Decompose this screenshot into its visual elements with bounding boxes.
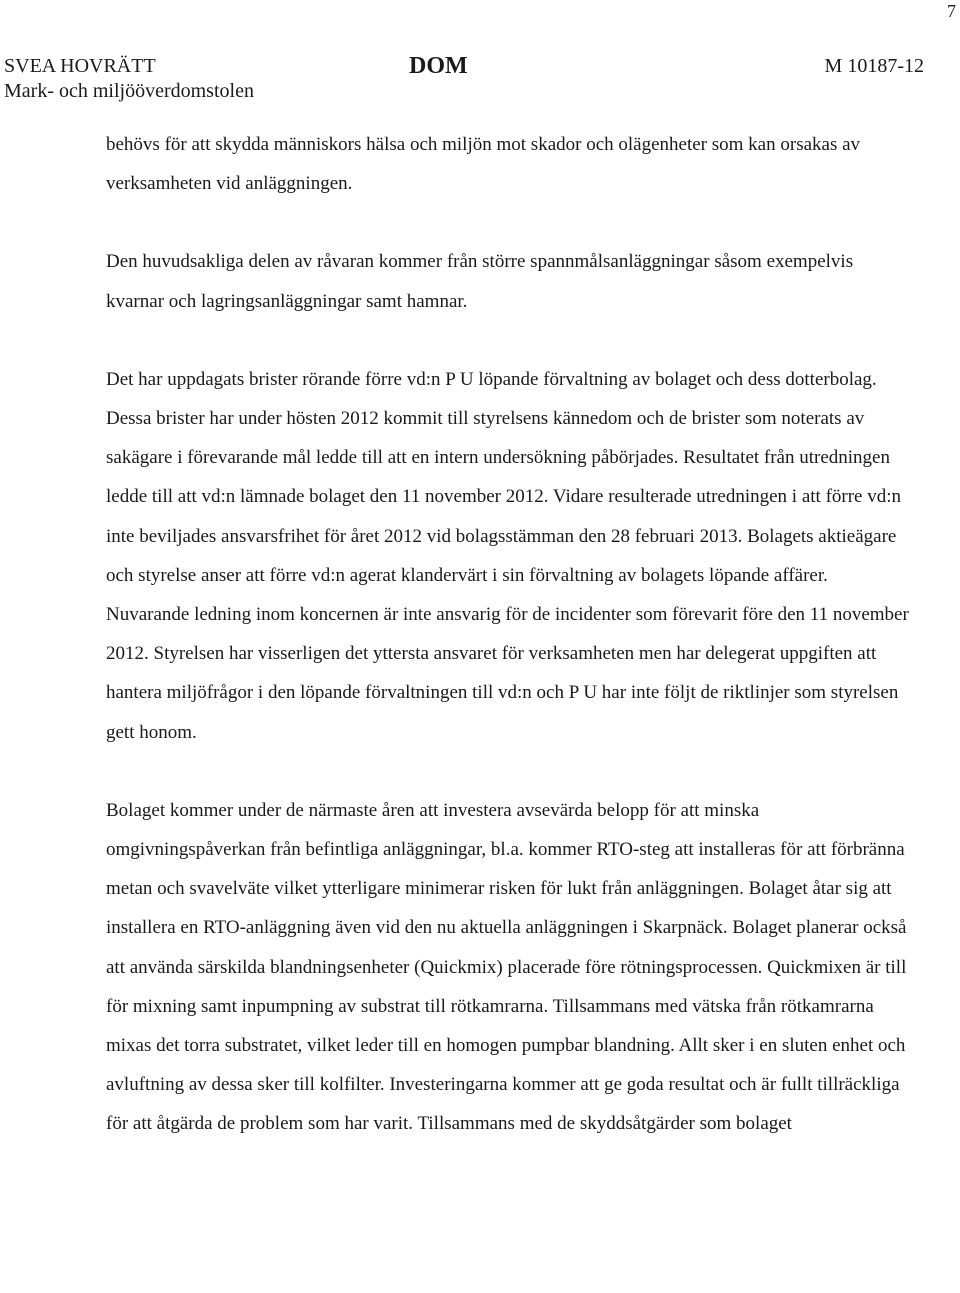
paragraph-4: Bolaget kommer under de närmaste åren att investera avsevärda belopp för att minska omgivningspåverkan från befintliga anläggningar, bl.a. kommer RTO-steg att installeras för att förbränna metan och svavelväte vilket ytterligare minimerar risken för lukt från anläggningen. Bolaget åtar sig att installera en RTO-anläggning även vid den nu aktuella anläggningen i Skarpnäck. Bolaget planerar också att använda särskilda blandningsenheter (Quickmix) placerade före rötningsprocessen. Quickmixen är till för mixning samt inpumpning av substrat till rötkamrarna. Tillsammans med vätska från rötkamrarna mixas det torra substratet, vilket leder till en homogen pumpbar blandning. Allt sker i en sluten enhet och avluftning av dessa sker till kolfilter. Investeringarna kommer att ge goda resultat och är fullt tillräckliga för att åtgärda de problem som har varit. Tillsammans med de skyddsåtgärder som bolaget	[106, 799, 907, 1135]
court-name	[4, 54, 254, 104]
case-number: M 10187-12	[824, 55, 924, 77]
document-header	[4, 54, 924, 106]
court-name-line2: Mark- och miljööverdomstolen	[4, 80, 254, 102]
document-type: DOM	[409, 53, 468, 79]
document-body	[106, 125, 911, 1144]
court-name-line1: SVEA HOVRÄTT	[4, 55, 156, 77]
paragraph-2: Den huvudsakliga delen av råvaran kommer från större spannmålsanläggningar såsom exempelvis kvarnar och lagringsanläggningar samt hamnar.	[106, 251, 854, 312]
page-number: 7	[947, 1, 956, 21]
paragraph-3: Det har uppdagats brister rörande förre vd:n P U löpande förvaltning av bolaget och dess dotterbolag. Dessa brister har under hösten 2012 kommit till styrelsens kännedom och de brister som noterats av sakägare i förevarande mål ledde till att en intern undersökning påbörjades. Resultatet från utredningen ledde till att vd:n lämnade bolaget den 11 november 2012. Vidare resulterade utredningen i att förre vd:n inte beviljades ansvarsfrihet för året 2012 vid bolagsstämman den 28 februari 2013. Bolagets aktieägare och styrelse anser att förre vd:n agerat klandervärt i sin förvaltning av bolagets löpande affärer. Nuvarande ledning inom koncernen är inte ansvarig för de incidenter som förevarit före den 11 november 2012. Styrelsen har visserligen det yttersta ansvaret för verksamheten men har delegerat uppgiften att hantera miljöfrågor i den löpande förvaltningen till vd:n och P U har inte följt de riktlinjer som styrelsen gett honom.	[106, 368, 909, 743]
paragraph-1: behövs för att skydda människors hälsa och miljön mot skador och olägenheter som kan orsakas av verksamheten vid anläggningen.	[106, 134, 861, 195]
